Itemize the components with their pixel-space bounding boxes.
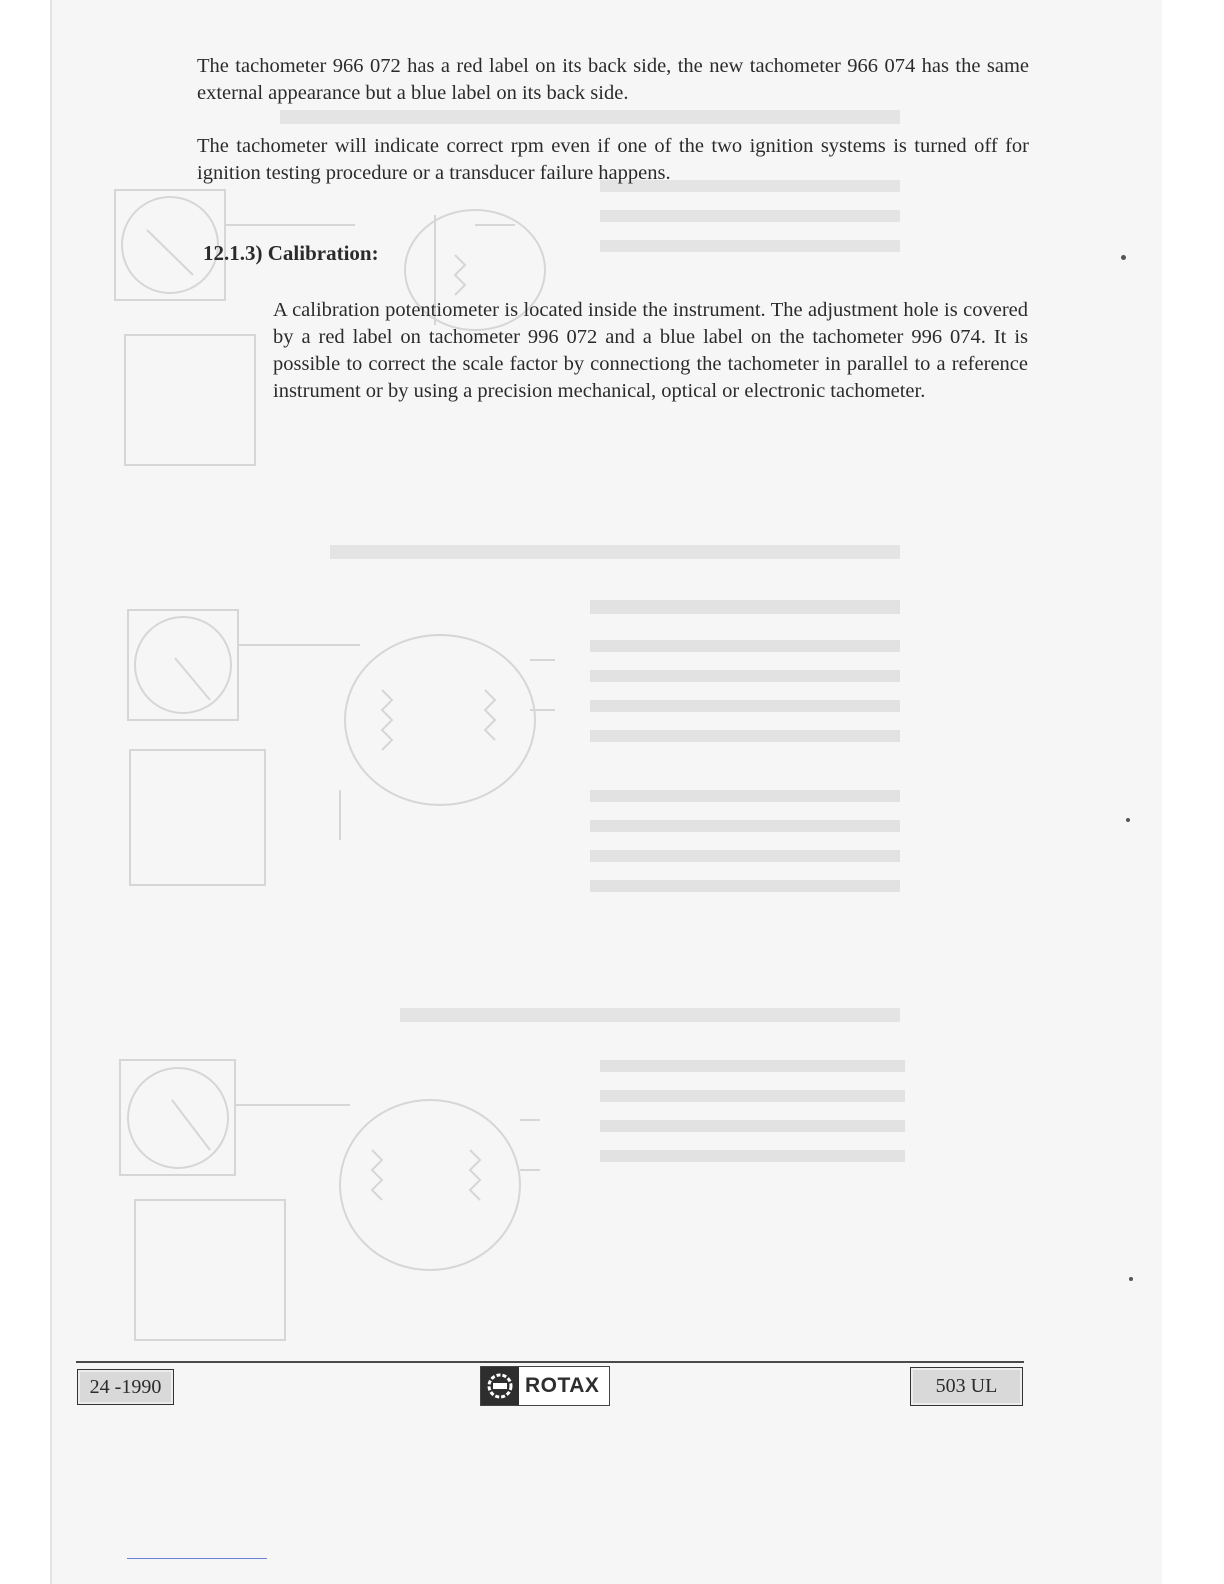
show-through-heading-strips <box>270 100 910 1030</box>
footer-date-box: 24 -1990 <box>77 1369 174 1405</box>
section-heading: 12.1.3) Calibration: <box>203 241 379 265</box>
scan-artifact-line <box>127 1558 267 1559</box>
scan-speck <box>1129 1277 1133 1281</box>
ignition-paragraph: The tachometer will indicate correct rpm even if one of the two ignition systems is turned off for ignition testing procedure or a transducer failure happens. <box>197 135 1029 184</box>
rotax-logo <box>480 1366 610 1406</box>
gear-emblem-icon <box>481 1367 519 1405</box>
footer-divider <box>76 1361 1024 1363</box>
scan-speck <box>1126 818 1130 822</box>
show-through-diagram-bottom <box>110 1050 910 1350</box>
calibration-paragraph: A calibration potentiometer is located inside the instrument. The adjustment hole is covered by a red label on tachometer 996 072 and a blue label on the tachometer 996 074. It is possible to correct the scale factor by connectiong the tachometer in parallel to a reference instrument or by using a precision mechanical, optical or electronic tachometer. <box>273 299 1028 402</box>
intro-paragraph: The tachometer 966 072 has a red label on its back side, the new tachometer 966 074 has the same external appearance but a blue label on its back side. <box>197 55 1029 104</box>
footer-model-box: 503 UL <box>910 1367 1023 1406</box>
logo-wordmark: ROTAX <box>525 1374 600 1397</box>
scan-speck <box>1121 255 1126 260</box>
